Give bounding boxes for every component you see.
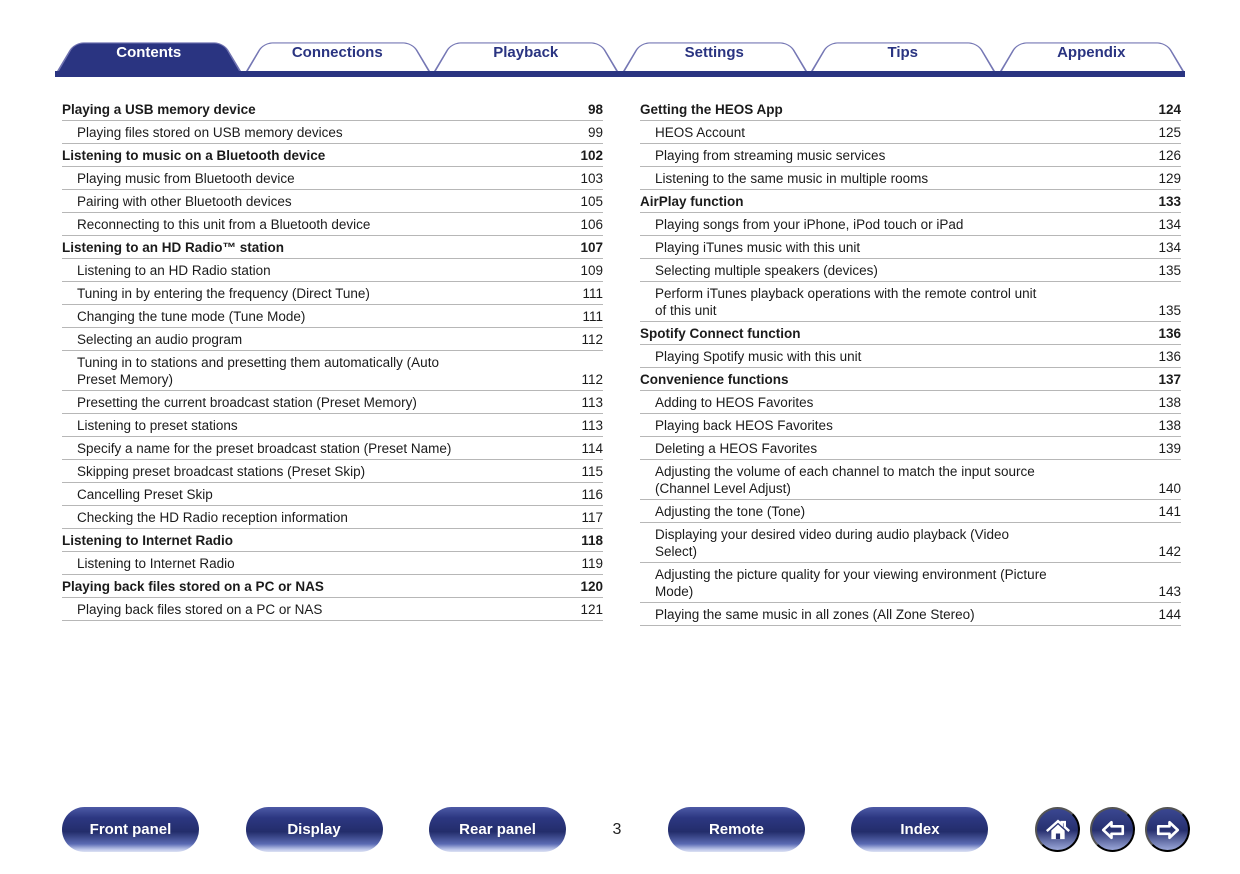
toc-entry[interactable] xyxy=(62,460,603,483)
toc-entry-title: HEOS Account xyxy=(655,125,746,140)
toc-entry-title: Listening to music on a Bluetooth device xyxy=(62,148,326,163)
toc-entry[interactable] xyxy=(62,391,603,414)
current-page-number: 3 xyxy=(612,820,622,838)
toc-entry[interactable] xyxy=(62,144,603,167)
toc-entry[interactable] xyxy=(640,345,1181,368)
toc-entry[interactable] xyxy=(640,500,1181,523)
toc-entry-title: Playing back HEOS Favorites xyxy=(655,418,833,433)
toc-entry-title: Listening to an HD Radio™ station xyxy=(62,240,284,255)
toc-entry[interactable] xyxy=(62,121,603,144)
toc-entry[interactable] xyxy=(640,259,1181,282)
toc-entry[interactable] xyxy=(62,506,603,529)
toc-entry[interactable] xyxy=(62,598,603,621)
toc-entry-title: Selecting multiple speakers (devices) xyxy=(655,263,878,278)
tab-label: Appendix xyxy=(1057,44,1126,61)
tab-tips[interactable] xyxy=(811,33,995,71)
toc-entry-title: AirPlay function xyxy=(640,194,744,209)
toc-entry-page: 98 xyxy=(587,102,603,117)
toc-entry-title: Convenience functions xyxy=(640,372,789,387)
toc-entry-title: Tuning in by entering the frequency (Direct Tune) xyxy=(77,286,370,301)
toc-entry-title: Spotify Connect function xyxy=(640,326,801,341)
toc-entry-title: Playing back files stored on a PC or NAS xyxy=(62,579,324,594)
toc-entry-title: Selecting an audio program xyxy=(77,332,243,347)
tab-bar xyxy=(0,33,1240,71)
toc-entry-page: 134 xyxy=(1158,217,1181,232)
toc-entry[interactable] xyxy=(62,483,603,506)
tab-contents[interactable] xyxy=(57,33,241,71)
toc-entry-title: Listening to Internet Radio xyxy=(62,533,233,548)
toc-entry-title: Getting the HEOS App xyxy=(640,102,783,117)
toc-entry-page: 106 xyxy=(580,217,603,232)
toc-entry[interactable] xyxy=(640,121,1181,144)
toc-entry[interactable] xyxy=(62,328,603,351)
toc-entry-page: 113 xyxy=(581,418,603,433)
rear-panel-button[interactable]: Rear panel xyxy=(429,807,566,852)
toc-entry-page: 135 xyxy=(1158,263,1181,278)
toc-entry[interactable] xyxy=(640,98,1181,121)
toc-entry[interactable] xyxy=(640,282,1181,322)
toc-entry-page: 116 xyxy=(581,487,603,502)
toc-entry[interactable] xyxy=(640,391,1181,414)
toc-entry-page: 111 xyxy=(582,309,603,324)
toc-entry-title: Reconnecting to this unit from a Bluetooth device xyxy=(77,217,371,232)
toc-entry[interactable] xyxy=(62,98,603,121)
toc-entry-page: 141 xyxy=(1158,504,1181,519)
toc-entry[interactable] xyxy=(640,563,1181,603)
nav-icon-cluster xyxy=(1035,807,1190,852)
toc-entry-title: Playing songs from your iPhone, iPod touch or iPad xyxy=(655,217,964,232)
toc-entry[interactable] xyxy=(640,368,1181,391)
toc-entry[interactable] xyxy=(62,437,603,460)
toc-entry-page: 99 xyxy=(587,125,603,140)
toc-entry-page: 102 xyxy=(580,148,603,163)
toc-entry-page: 111 xyxy=(582,286,603,301)
toc-entry-title: Adjusting the picture quality for your viewing environment (Picture Mode) xyxy=(655,567,1047,599)
toc-entry-title: Adjusting the tone (Tone) xyxy=(655,504,806,519)
toc-entry[interactable] xyxy=(62,282,603,305)
tab-label: Playback xyxy=(493,44,559,61)
toc-entry-page: 114 xyxy=(581,441,603,456)
back-arrow-icon[interactable] xyxy=(1090,807,1135,852)
toc-entry-title: Playing a USB memory device xyxy=(62,102,256,117)
toc-entry[interactable] xyxy=(62,167,603,190)
toc-entry[interactable] xyxy=(62,575,603,598)
tab-label: Tips xyxy=(887,44,919,61)
toc-entry-page: 137 xyxy=(1158,372,1181,387)
toc-entry-title: Pairing with other Bluetooth devices xyxy=(77,194,292,209)
remote-button[interactable]: Remote xyxy=(668,807,805,852)
toc-left-column xyxy=(62,98,603,626)
toc-entry-page: 120 xyxy=(580,579,603,594)
toc-entry-page: 129 xyxy=(1158,171,1181,186)
toc-entry-page: 126 xyxy=(1158,148,1181,163)
toc-entry-page: 142 xyxy=(1158,544,1181,559)
toc-entry[interactable] xyxy=(640,414,1181,437)
toc-entry[interactable] xyxy=(640,190,1181,213)
toc-entry-page: 103 xyxy=(580,171,603,186)
toc-entry[interactable] xyxy=(640,144,1181,167)
toc-entry-title: Adjusting the volume of each channel to match the input source (Channel Level Adjust) xyxy=(655,464,1035,496)
toc-entry-page: 135 xyxy=(1158,303,1181,318)
forward-arrow-icon[interactable] xyxy=(1145,807,1190,852)
toc-entry-title: Playing Spotify music with this unit xyxy=(655,349,862,364)
toc-entry-title: Perform iTunes playback operations with the remote control unit of this unit xyxy=(655,286,1037,318)
toc-entry-page: 105 xyxy=(580,194,603,209)
toc-entry-page: 136 xyxy=(1158,326,1181,341)
toc-entry[interactable] xyxy=(62,529,603,552)
toc-entry-title: Changing the tune mode (Tune Mode) xyxy=(77,309,306,324)
display-button[interactable]: Display xyxy=(246,807,383,852)
toc-entry-page: 115 xyxy=(581,464,603,479)
toc-entry-page: 109 xyxy=(580,263,603,278)
toc-entry-title: Playing iTunes music with this unit xyxy=(655,240,861,255)
toc-entry-page: 112 xyxy=(581,372,603,387)
toc-entry-title: Listening to preset stations xyxy=(77,418,238,433)
toc-entry-title: Skipping preset broadcast stations (Preset Skip) xyxy=(77,464,366,479)
toc-entry-title: Cancelling Preset Skip xyxy=(77,487,213,502)
toc-entry-title: Displaying your desired video during audio playback (Video Select) xyxy=(655,527,1009,559)
toc-entry[interactable] xyxy=(640,523,1181,563)
toc-entry[interactable] xyxy=(640,167,1181,190)
tab-label: Contents xyxy=(116,44,182,61)
tab-appendix[interactable] xyxy=(1000,33,1184,71)
toc-entry[interactable] xyxy=(640,437,1181,460)
index-button[interactable]: Index xyxy=(851,807,988,852)
toc-entry-page: 121 xyxy=(580,602,603,617)
toc-entry-page: 119 xyxy=(581,556,603,571)
toc-entry[interactable] xyxy=(62,351,603,391)
toc-entry-page: 139 xyxy=(1158,441,1181,456)
tab-settings[interactable] xyxy=(623,33,807,71)
toc-entry-page: 124 xyxy=(1158,102,1181,117)
toc-entry-title: Specify a name for the preset broadcast station (Preset Name) xyxy=(77,441,452,456)
toc-entry-title: Listening to an HD Radio station xyxy=(77,263,271,278)
tab-connections[interactable] xyxy=(246,33,430,71)
toc-entry[interactable] xyxy=(62,236,603,259)
toc-entry-page: 143 xyxy=(1158,584,1181,599)
toc-entry-page: 140 xyxy=(1158,481,1181,496)
toc-entry-title: Playing back files stored on a PC or NAS xyxy=(77,602,323,617)
toc-right-column xyxy=(640,98,1181,626)
front-panel-button[interactable]: Front panel xyxy=(62,807,199,852)
toc-entry-title: Adding to HEOS Favorites xyxy=(655,395,814,410)
toc-entry-title: Tuning in to stations and presetting them automatically (Auto Preset Memory) xyxy=(77,355,439,387)
toc-entry-title: Playing the same music in all zones (All Zone Stereo) xyxy=(655,607,975,622)
toc-entry-title: Checking the HD Radio reception information xyxy=(77,510,348,525)
toc-entry-page: 138 xyxy=(1158,395,1181,410)
table-of-contents xyxy=(0,77,1240,626)
toc-entry-title: Playing from streaming music services xyxy=(655,148,886,163)
toc-entry-title: Listening to Internet Radio xyxy=(77,556,235,571)
toc-entry[interactable] xyxy=(62,552,603,575)
toc-entry-page: 136 xyxy=(1158,349,1181,364)
toc-entry[interactable] xyxy=(62,190,603,213)
toc-entry[interactable] xyxy=(62,213,603,236)
toc-entry-page: 107 xyxy=(580,240,603,255)
toc-entry[interactable] xyxy=(640,213,1181,236)
toc-entry-title: Playing music from Bluetooth device xyxy=(77,171,295,186)
toc-entry-page: 134 xyxy=(1158,240,1181,255)
home-icon[interactable] xyxy=(1035,807,1080,852)
toc-entry-page: 144 xyxy=(1158,607,1181,622)
toc-entry-page: 138 xyxy=(1158,418,1181,433)
tab-label: Settings xyxy=(684,44,744,61)
toc-entry-title: Presetting the current broadcast station (Preset Memory) xyxy=(77,395,417,410)
toc-entry-page: 125 xyxy=(1158,125,1181,140)
toc-entry-title: Listening to the same music in multiple rooms xyxy=(655,171,929,186)
toc-entry-page: 113 xyxy=(581,395,603,410)
toc-entry-title: Deleting a HEOS Favorites xyxy=(655,441,818,456)
toc-entry[interactable] xyxy=(62,305,603,328)
tab-label: Connections xyxy=(291,44,383,61)
toc-entry[interactable] xyxy=(62,259,603,282)
toc-entry-page: 112 xyxy=(581,332,603,347)
toc-entry-page: 118 xyxy=(581,533,603,548)
toc-entry[interactable] xyxy=(640,603,1181,626)
toc-entry-page: 117 xyxy=(581,510,603,525)
toc-entry-title: Playing files stored on USB memory devices xyxy=(77,125,343,140)
tab-playback[interactable] xyxy=(434,33,618,71)
toc-entry[interactable] xyxy=(62,414,603,437)
toc-entry-page: 133 xyxy=(1158,194,1181,209)
toc-entry[interactable] xyxy=(640,460,1181,500)
footer-nav xyxy=(0,807,1240,852)
toc-entry[interactable] xyxy=(640,322,1181,345)
toc-entry[interactable] xyxy=(640,236,1181,259)
